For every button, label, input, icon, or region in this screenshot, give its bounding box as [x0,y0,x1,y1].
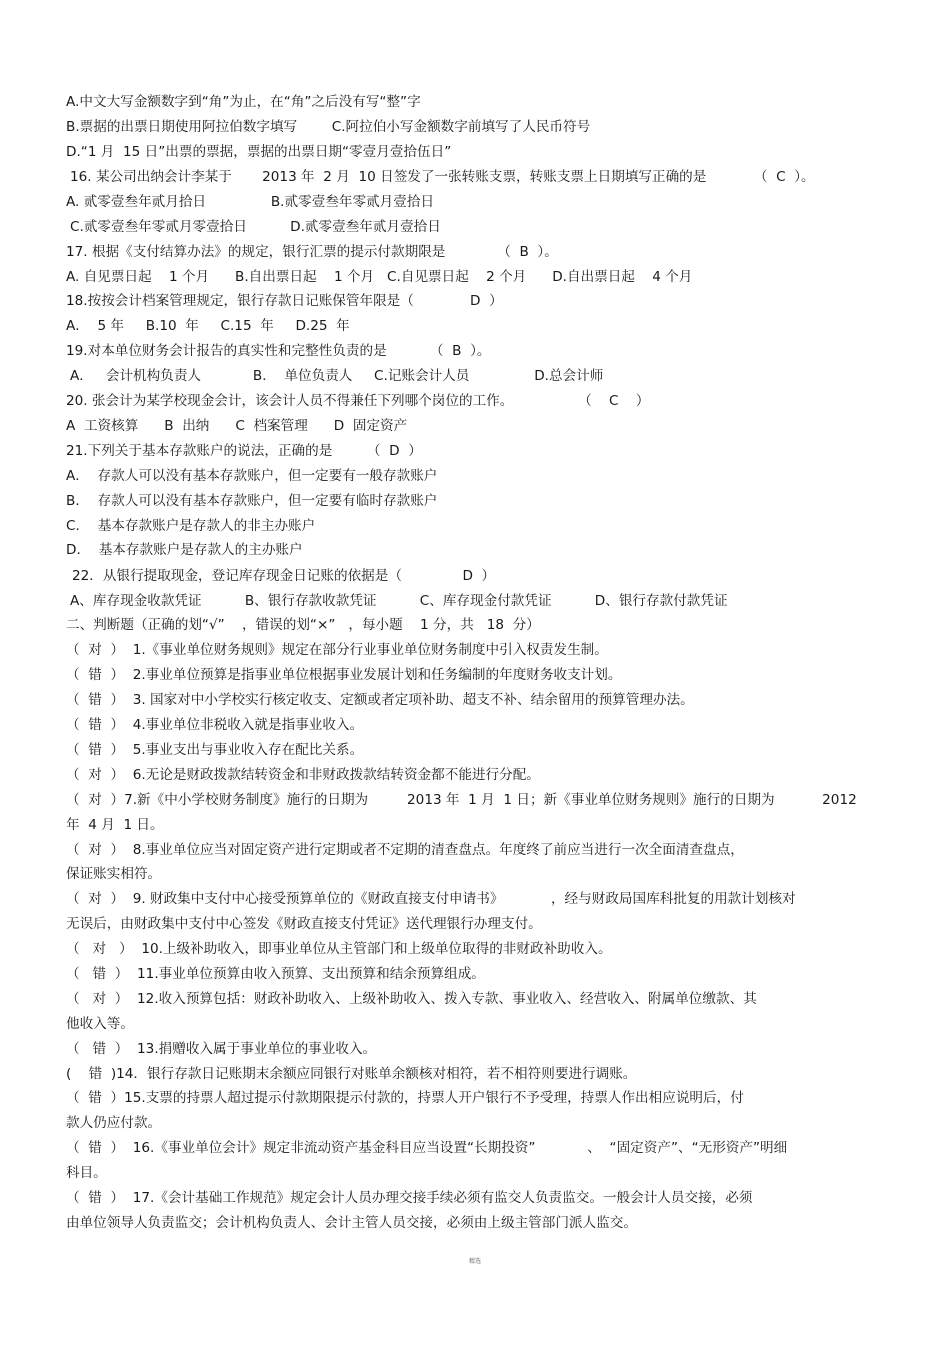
judgement-item: （ 对 ） 12.收入预算包括：财政补助收入、上级补助收入、拨入专款、事业收入、经营收入、附属单位缴款、其 [66,991,757,1007]
judgement-item: （ 错 ）15.支票的持票人超过提示付款期限提示付款的，持票人开户银行不予受理，持票人作出相应说明后，付 [66,1090,744,1106]
question-18: 18.按按会计档案管理规定，银行存款日记账保管年限是（ D ） [66,293,503,309]
question-22: 22．从银行提取现金，登记库存现金日记账的依据是（ D ） [72,568,496,584]
option-line: C.贰零壹叁年零贰月零壹拾日 D.贰零壹叁年贰月壹拾日 [70,219,441,235]
option-line: D． 基本存款账户是存款人的主办账户 [66,542,303,558]
option-line: A.中文大写金额数字到“角”为止，在“角”之后没有写“整”字 [66,94,421,110]
judgement-item: （ 对 ）7.新《中小学校财务制度》施行的日期为 2013 年 1 月 1 日；新《事业单位财务规则》施行的日期为 2012 [66,792,857,808]
option-line: A． 会计机构负责人 B． 单位负责人 C.记账会计人员 D.总会计师 [70,368,604,384]
question-16: 16. 某公司出纳会计李某于 2013 年 2 月 10 日签发了一张转账支票，转账支票上日期填写正确的是 （ C ）。 [70,169,815,185]
option-line: A 工资核算 B 出纳 C 档案管理 D 固定资产 [66,418,408,434]
judgement-item: （ 错 ） 17.《会计基础工作规范》规定会计人员办理交接手续必须有监交人负责监交。一般会计人员交接，必须 [66,1190,753,1206]
judgement-item: （ 错 ） 2.事业单位预算是指事业单位根据事业发展计划和任务编制的年度财务收支计划。 [66,667,622,683]
option-line: A. 自见票日起 1 个月 B.自出票日起 1 个月 C.自见票日起 2 个月 D.自出票日起 4 个月 [66,269,693,285]
question-17: 17. 根据《支付结算办法》的规定，银行汇票的提示付款期限是 （ B ）。 [66,244,558,260]
option-line: D.“1 月 15 日”出票的票据，票据的出票日期“零壹月壹拾伍日” [66,144,452,160]
question-19: 19.对本单位财务会计报告的真实性和完整性负责的是 （ B ）。 [66,343,491,359]
judgement-item-continued: 他收入等。 [66,1016,134,1032]
judgement-item-continued: 无误后，由财政集中支付中心签发《财政直接支付凭证》送代理银行办理支付。 [66,916,542,932]
judgement-item: （ 对 ） 8.事业单位应当对固定资产进行定期或者不定期的清查盘点。年度终了前应当进行一次全面清查盘点， [66,842,744,858]
option-line: A. 贰零壹叁年贰月拾日 B.贰零壹叁年零贰月壹拾日 [66,194,435,210]
option-line: A． 5 年 B.10 年 C.15 年 D.25 年 [66,318,350,334]
question-20: 20. 张会计为某学校现金会计，该会计人员不得兼任下列哪个岗位的工作。 （ C ） [66,393,650,409]
option-line: C． 基本存款账户是存款人的非主办账户 [66,518,316,534]
judgement-item: ( 错 )14．银行存款日记账期末余额应同银行对账单余额核对相符，若不相符则要进行调账。 [66,1066,637,1082]
section-heading: 二、判断题（正确的划“√” ，错误的划“×” ，每小题 1 分，共 18 分） [66,617,540,633]
judgement-item-continued: 款人仍应付款。 [66,1115,162,1131]
option-line: A、库存现金收款凭证 B、银行存款收款凭证 C、库存现金付款凭证 D、银行存款付款凭证 [70,593,728,609]
judgement-item: （ 对 ） 1.《事业单位财务规则》规定在部分行业事业单位财务制度中引入权责发生制。 [66,642,608,658]
judgement-item: （ 错 ） 3. 国家对中小学校实行核定收支、定额或者定项补助、超支不补、结余留用的预算管理办法。 [66,692,694,708]
page-footer: 精选 [468,1258,481,1265]
option-line: B.票据的出票日期使用阿拉伯数字填写 C.阿拉伯小写金额数字前填写了人民币符号 [66,119,591,135]
judgement-item: （ 错 ） 13.捐赠收入属于事业单位的事业收入。 [66,1041,377,1057]
judgement-item: （ 错 ） 4.事业单位非税收入就是指事业收入。 [66,717,364,733]
question-21: 21.下列关于基本存款账户的说法，正确的是 （ D ） [66,443,422,459]
judgement-item-continued: 由单位领导人负责监交；会计机构负责人、会计主管人员交接，必须由上级主管部门派人监交。 [66,1215,637,1231]
option-line: A． 存款人可以没有基本存款账户，但一定要有一般存款账户 [66,468,438,484]
option-line: B． 存款人可以没有基本存款账户，但一定要有临时存款账户 [66,493,438,509]
judgement-item-continued: 保证账实相符。 [66,866,162,882]
judgement-item: （ 错 ） 16.《事业单位会计》规定非流动资产基金科目应当设置“长期投资” 、 “固定资产”、“无形资产”明细 [66,1140,788,1156]
judgement-item: （ 对 ） 6.无论是财政拨款结转资金和非财政拨款结转资金都不能进行分配。 [66,767,540,783]
judgement-item-continued: 科目。 [66,1165,107,1181]
judgement-item-continued: 年 4 月 1 日。 [66,817,164,833]
judgement-item: （ 错 ） 5.事业支出与事业收入存在配比关系。 [66,742,364,758]
judgement-item: （ 对 ） 10.上级补助收入，即事业单位从主管部门和上级单位取得的非财政补助收入。 [66,941,612,957]
judgement-item: （ 对 ） 9. 财政集中支付中心接受预算单位的《财政直接支付申请书》 ，经与财政局国库科批复的用款计划核对 [66,891,796,907]
judgement-item: （ 错 ） 11.事业单位预算由收入预算、支出预算和结余预算组成。 [66,966,485,982]
